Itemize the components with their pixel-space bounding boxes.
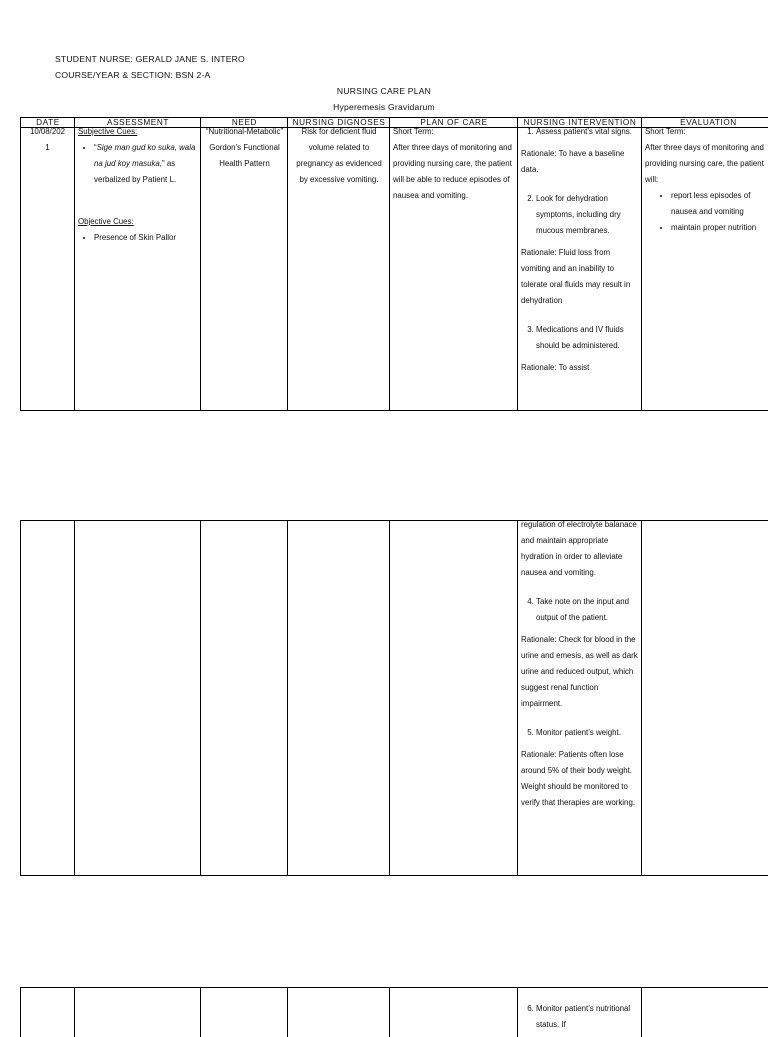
intervention-3: 3. Medications and IV fluids should be administered.	[536, 322, 640, 354]
evaluation-item-2: • maintain proper nutrition	[671, 220, 768, 236]
subjective-cue-item: • “Sige man gud ko suka, wala na jud koy masuka,” as verbalized by Patient L.	[94, 140, 198, 188]
col-header-evaluation: EVALUATION	[680, 118, 737, 127]
nursing-intervention-cell	[521, 124, 640, 376]
date-line-1: 10/08/202	[29, 127, 66, 136]
patient-quote: Sige man gud ko suka, wala na jud koy masuka,	[94, 143, 196, 168]
intervention-6: 6. Monitor patient’s nutritional status. If	[536, 1001, 640, 1033]
intervention-4: 4. Take note on the input and output of the patient.	[536, 594, 640, 626]
care-plan-table-page-3	[20, 987, 768, 1037]
nursing-diagnosis-cell: Risk for deficient fluid volume related to pregnancy as evidenced by excessive vomiting.	[296, 127, 382, 184]
care-plan-table-page-1	[20, 117, 768, 411]
rationale-2: Rationale: Fluid loss from vomiting and an inability to tolerate oral fluids may result in dehydration	[521, 248, 631, 305]
rationale-3: Rationale: To assist	[521, 363, 590, 372]
evaluation-short-term-label: Short Term:	[645, 127, 686, 136]
col-header-assessment: ASSESSMENT	[107, 118, 169, 127]
rationale-5: Rationale: Patients often lose around 5% of their body weight. Weight should be monitored to verify that therapies are working.	[521, 750, 636, 807]
intervention-5: 5. Monitor patient’s weight.	[536, 725, 640, 741]
date-line-2: 1	[45, 143, 50, 152]
quote-attribution: as verbalized by Patient L.	[94, 159, 177, 184]
assessment-cell	[78, 124, 198, 246]
course-section: COURSE/YEAR & SECTION: BSN 2-A	[55, 70, 211, 80]
care-plan-table-page-2	[20, 520, 768, 876]
col-header-nursing-diagnoses: NURSING DIGNOSES	[292, 118, 386, 127]
intervention-1: 1. Assess patient’s vital signs.	[536, 124, 640, 140]
nursing-intervention-cell-page-3	[521, 1001, 640, 1033]
nursing-intervention-cell-continued	[521, 520, 640, 811]
plan-of-care-cell	[393, 124, 517, 204]
student-name: STUDENT NURSE: GERALD JANE S. INTERO	[55, 54, 245, 64]
rationale-3-continued: regulation of electrolyte balanace and maintain appropriate hydration in order to alleviate nausea and vomiting.	[521, 520, 637, 577]
evaluation-text: After three days of monitoring and providing nursing care, the patient will:	[645, 143, 764, 184]
plan-short-term-label: Short Term:	[393, 127, 434, 136]
col-header-date: DATE	[36, 118, 60, 127]
plan-short-term-text: After three days of monitoring and providing nursing care, the patient will be able to reduce episodes of nausea and vomiting.	[393, 143, 512, 200]
rationale-4: Rationale: Check for blood in the urine and emesis, as well as dark urine and reduced output, which suggest renal function impairment.	[521, 635, 638, 708]
objective-cues-label: Objective Cues:	[78, 217, 134, 226]
col-header-nursing-intervention: NURSING INTERVENTION	[523, 118, 637, 127]
document-subtitle: Hyperemesis Gravidarum	[333, 102, 435, 112]
intervention-2: 2. Look for dehydration symptoms, including dry mucous membranes.	[536, 191, 640, 239]
objective-cue-item: • Presence of Skin Pallor	[94, 230, 198, 246]
col-header-need: NEED	[231, 118, 258, 127]
evaluation-cell	[645, 124, 768, 236]
col-header-plan-of-care: PLAN OF CARE	[420, 118, 488, 127]
rationale-1: Rationale: To have a baseline data.	[521, 149, 625, 174]
date-cell	[21, 124, 74, 156]
evaluation-item-1: • report less episodes of nausea and vomiting	[671, 188, 768, 220]
need-cell: “Nutritional-Metabolic” Gordon’s Functional Health Pattern	[205, 127, 284, 168]
document-title: NURSING CARE PLAN	[336, 86, 432, 96]
subjective-cues-label: Subjective Cues:	[78, 127, 138, 136]
